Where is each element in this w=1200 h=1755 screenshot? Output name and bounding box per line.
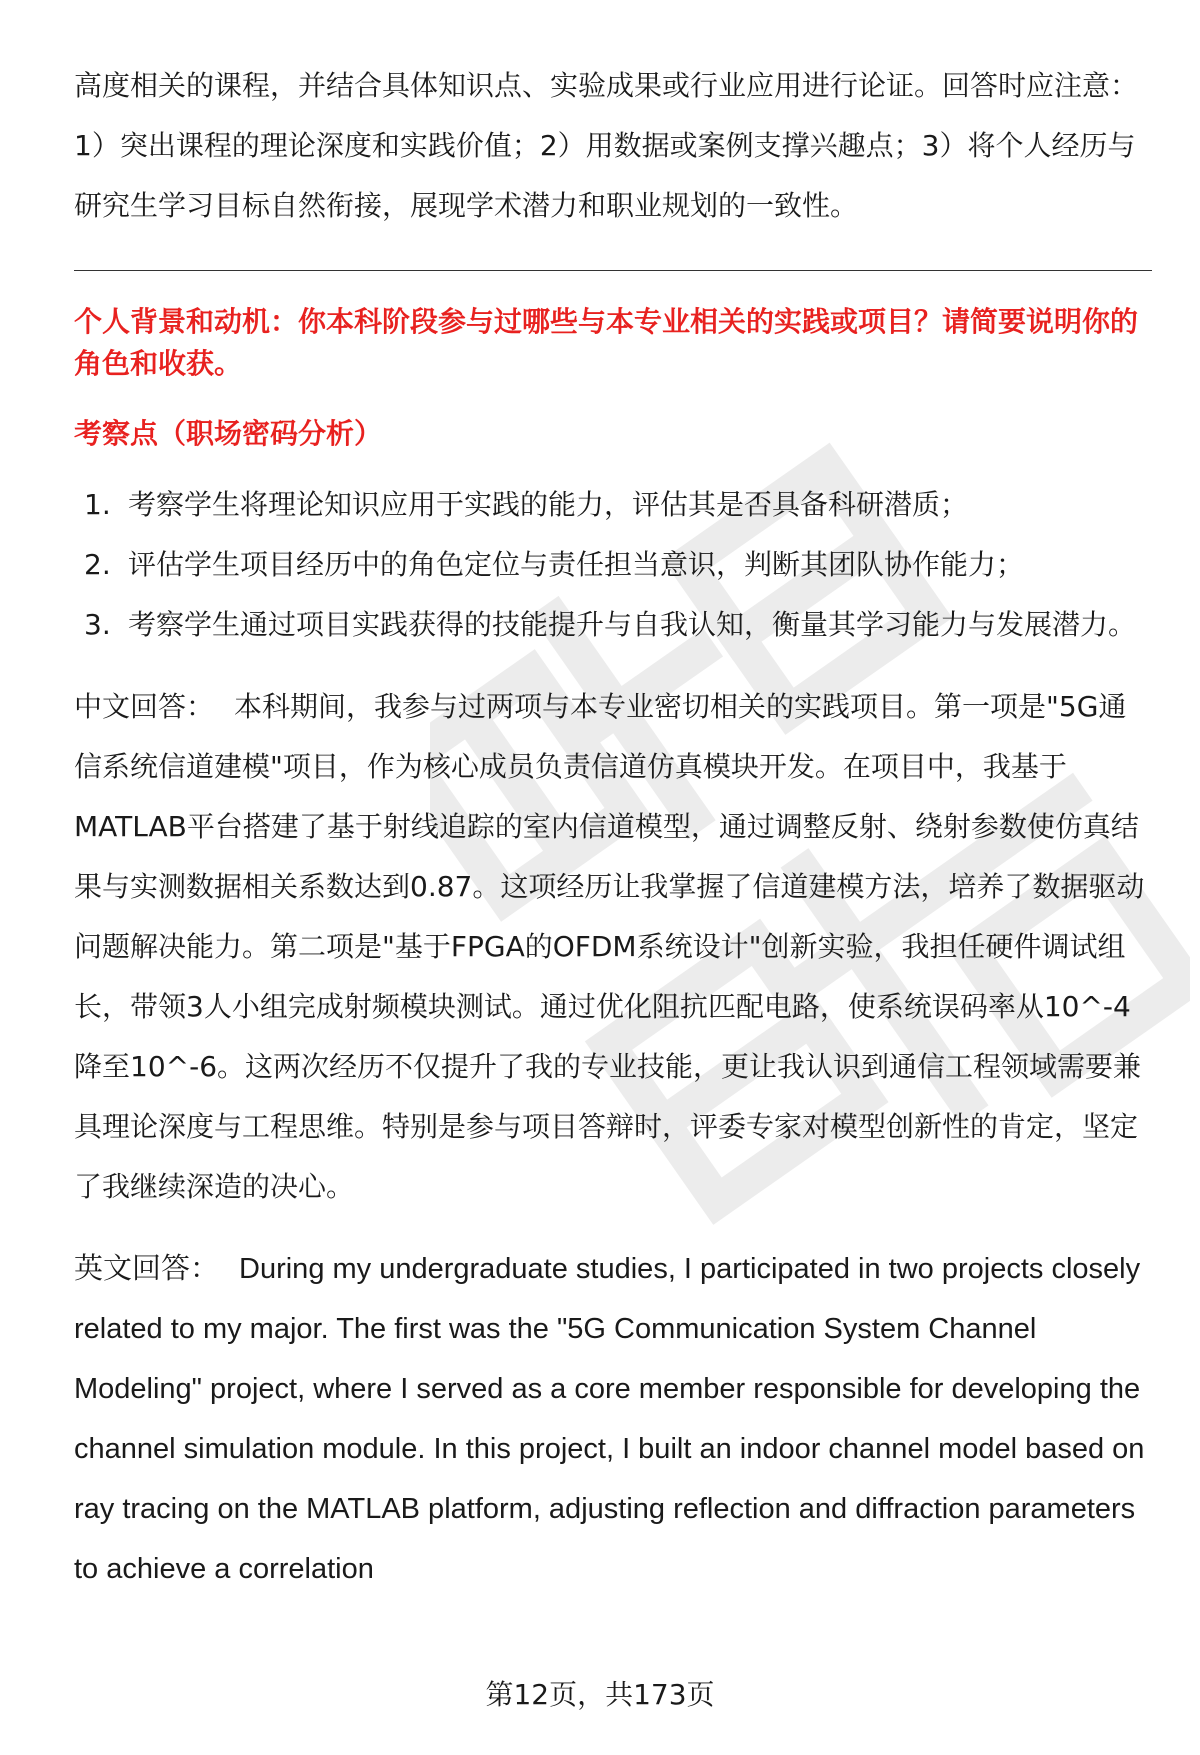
question-subheading: 考察点（职场密码分析） [74,417,383,450]
list-item [74,535,1152,595]
chinese-answer [74,677,1152,1217]
list-item-number: 3. [84,608,111,641]
list-item-text: 考察学生通过项目实践获得的技能提升与自我认知，衡量其学习能力与发展潜力。 [128,608,1137,641]
question-title: 个人背景和动机：你本科阶段参与过哪些与本专业相关的实践或项目？请简要说明你的角色和收获。 [74,305,1139,380]
page-content [74,56,1152,1599]
list-item [74,475,1152,535]
page-number-footer: 第12页，共173页 [485,1678,715,1711]
list-item-text: 考察学生将理论知识应用于实践的能力，评估其是否具备科研潜质； [128,488,969,521]
chinese-answer-text: 本科期间，我参与过两项与本专业密切相关的实践项目。第一项是"5G通信系统信道建模"项目，作为核心成员负责信道仿真模块开发。在项目中，我基于MATLAB平台搭建了基于射线追踪的室内信道模型，通过调整反射、绕射参数使仿真结果与实测数据相关系数达到0.87。这项经历让我掌握了信道建模方法，培养了数据驱动问题解决能力。第二项是"基于FPGA的OFDM系统设计"创新实验，我担任硬件调试组长，带领3人小组完成射频模块测试。通过优化阻抗匹配电路，使系统误码率从10^-4降至10^-6。这两次经历不仅提升了我的专业技能，更让我认识到通信工程领域需要兼具理论深度与工程思维。特别是参与项目答辩时，评委专家对模型创新性的肯定，坚定了我继续深造的决心。 [74,690,1145,1203]
english-answer-label: 英文回答： [74,1253,220,1285]
english-answer [74,1239,1152,1599]
list-item-number: 2. [84,548,111,581]
list-item-text: 评估学生项目经历中的角色定位与责任担当意识，判断其团队协作能力； [128,548,1025,581]
list-item-number: 1. [84,488,111,521]
list-item [74,595,1152,655]
section-divider [74,270,1152,271]
assessment-points-list [74,475,1152,655]
intro-paragraph: 高度相关的课程，并结合具体知识点、实验成果或行业应用进行论证。回答时应注意：1）突出课程的理论深度和实践价值；2）用数据或案例支撑兴趣点；3）将个人经历与研究生学习目标自然衔接，展现学术潜力和职业规划的一致性。 [74,69,1139,222]
chinese-answer-label: 中文回答： [74,690,215,723]
english-answer-text: During my undergraduate studies, I participated in two projects closely related to my major. The first was the "5G Communication System Channel Modeling" project, where I served as a core member responsible for developing the channel simulation module. In this project, I built an indoor channel model based on ray tracing on the MATLAB platform, adjusting reflection and diffraction parameters to achieve a correlation [74,1253,1145,1585]
